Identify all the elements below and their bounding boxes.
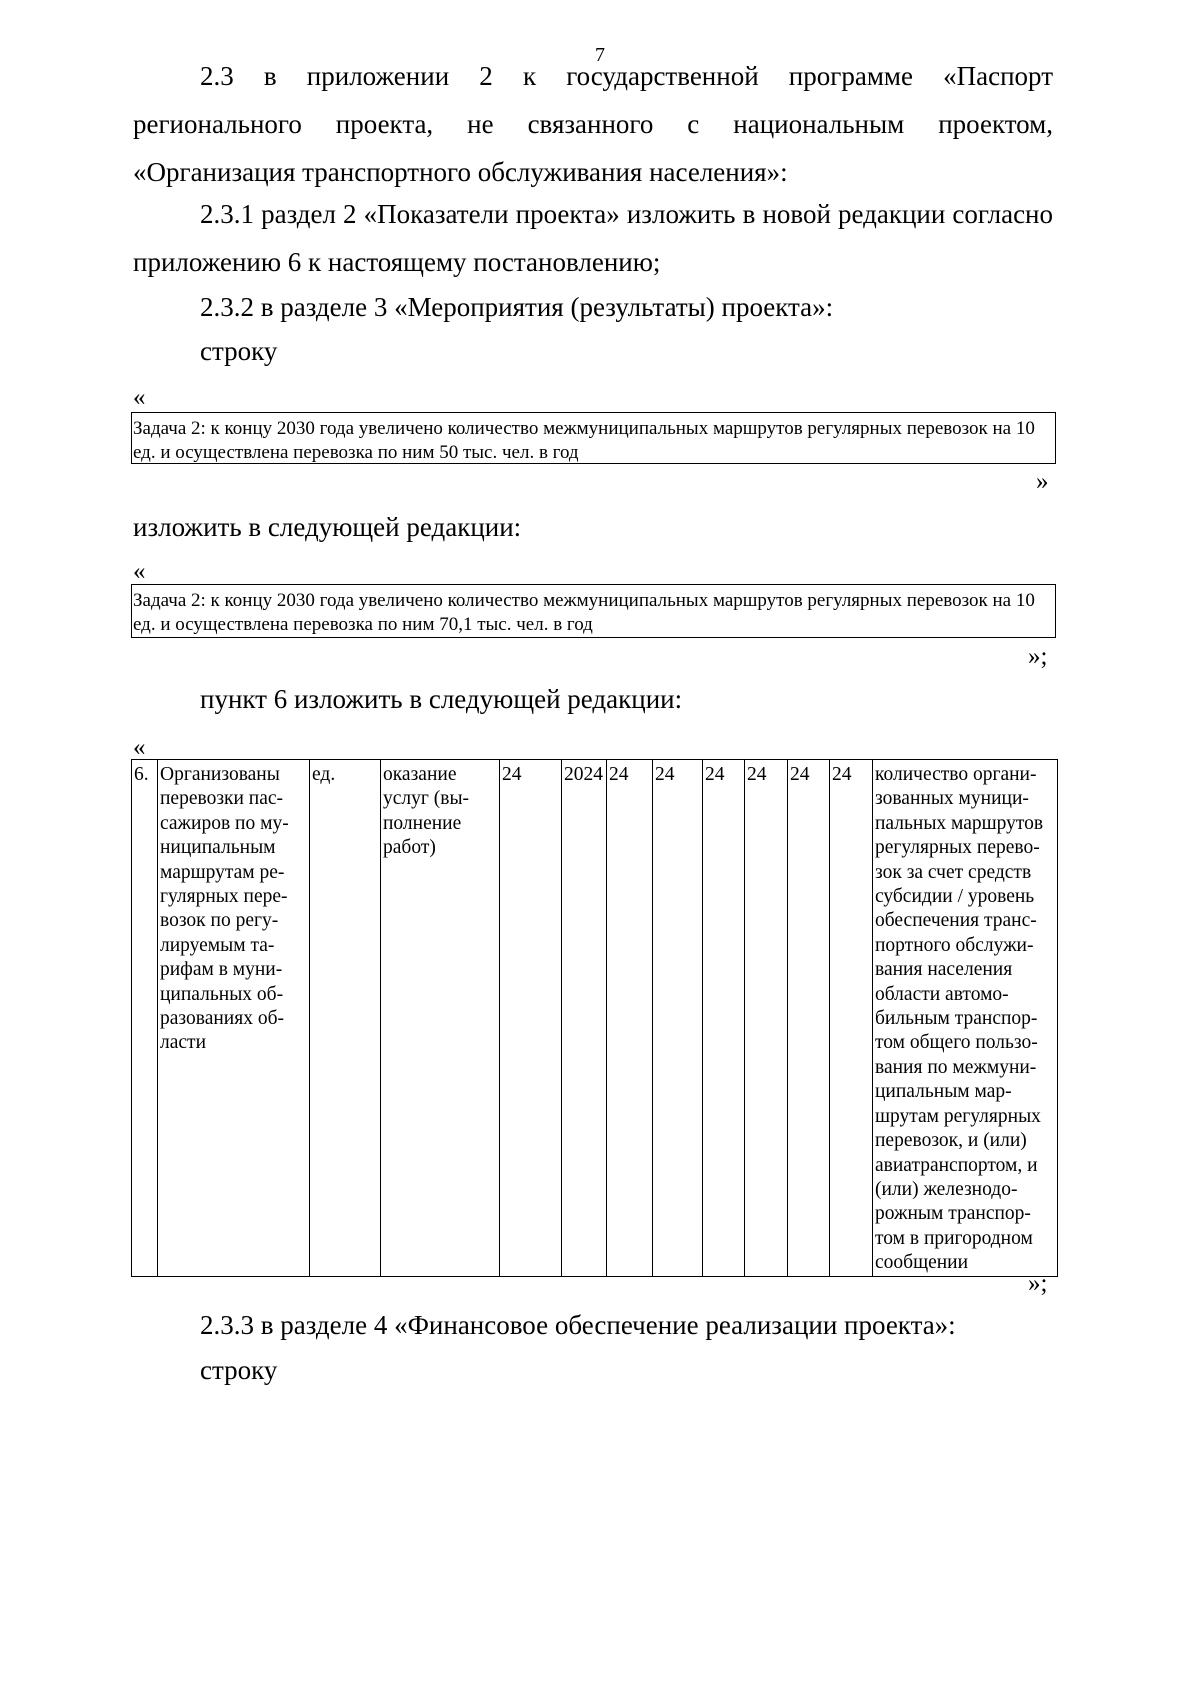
cell-value-4: 24 [745, 760, 788, 1277]
open-quote: « [133, 384, 146, 411]
cell-base-value: 24 [500, 760, 562, 1277]
stroku-label: строку [200, 336, 278, 366]
stroku-label: строку [200, 1355, 278, 1385]
task-new-box: Задача 2: к концу 2030 года увеличено количество межмуниципальных маршрутов регулярных перевозок на 10 ед. и осуществлена перевозка по ним 70,1 тыс. чел. в год [131, 584, 1056, 638]
page-number: 7 [595, 44, 605, 66]
point6-label: пункт 6 изложить в следующей редакции: [200, 684, 683, 714]
paragraph-2-3-3: 2.3.3 в разделе 4 «Финансовое обеспечение реализации проекта»: [200, 1310, 956, 1340]
close-quote: » [1036, 468, 1049, 495]
close-quote-semicolon: »; [1028, 1270, 1048, 1297]
open-quote: « [133, 734, 146, 761]
cell-name: Организованы перевозки пас- сажиров по му- ниципальным маршрутам ре- гулярных пере- возок по регу- лируемым та- рифам в муни- ципальных об- разованиях об- ласти [158, 760, 310, 1277]
cell-type: оказание услуг (вы- полнение работ) [381, 760, 500, 1277]
cell-value-2: 24 [653, 760, 703, 1277]
cell-value-3: 24 [703, 760, 745, 1277]
cell-base-year: 2024 [562, 760, 607, 1277]
new-edition-label: изложить в следующей редакции: [133, 512, 522, 542]
cell-value-1: 24 [607, 760, 653, 1277]
paragraph-2-3-2: 2.3.2 в разделе 3 «Мероприятия (результаты) проекта»: [200, 292, 834, 322]
cell-unit: ед. [310, 760, 381, 1277]
open-quote: « [133, 558, 146, 585]
cell-number: 6. [132, 760, 158, 1277]
cell-value-6: 24 [830, 760, 873, 1277]
cell-description: количество органи- зованных муници- пальных маршрутов регулярных перево- зок за счет средств субсидии / уровень обеспечения транс- портного обслужи- вания населения области автомо- бильным транспор- том общего пользо- вания по межмуни- ципальным мар- шрутам регулярных перевозок, и (или) авиатранспортом, и (или) железнодо- рожным транспор- том в пригородном сообщении [873, 760, 1058, 1277]
cell-value-5: 24 [788, 760, 830, 1277]
measures-table [131, 759, 1058, 1277]
task-old-box: Задача 2: к концу 2030 года увеличено количество межмуниципальных маршрутов регулярных перевозок на 10 ед. и осуществлена перевозка по ним 50 тыс. чел. в год [131, 412, 1056, 464]
close-quote-semicolon: »; [1028, 643, 1048, 670]
paragraph-2-3: 2.3 в приложении 2 к государственной программе «Паспорт регионального проекта, не связанного с национальным проектом, «Организация транспортного обслуживания населения»: [133, 61, 1053, 187]
table-row [132, 760, 1058, 1277]
paragraph-2-3-1: 2.3.1 раздел 2 «Показатели проекта» изложить в новой редакции согласно приложению 6 к настоящему постановлению; [133, 199, 1053, 277]
